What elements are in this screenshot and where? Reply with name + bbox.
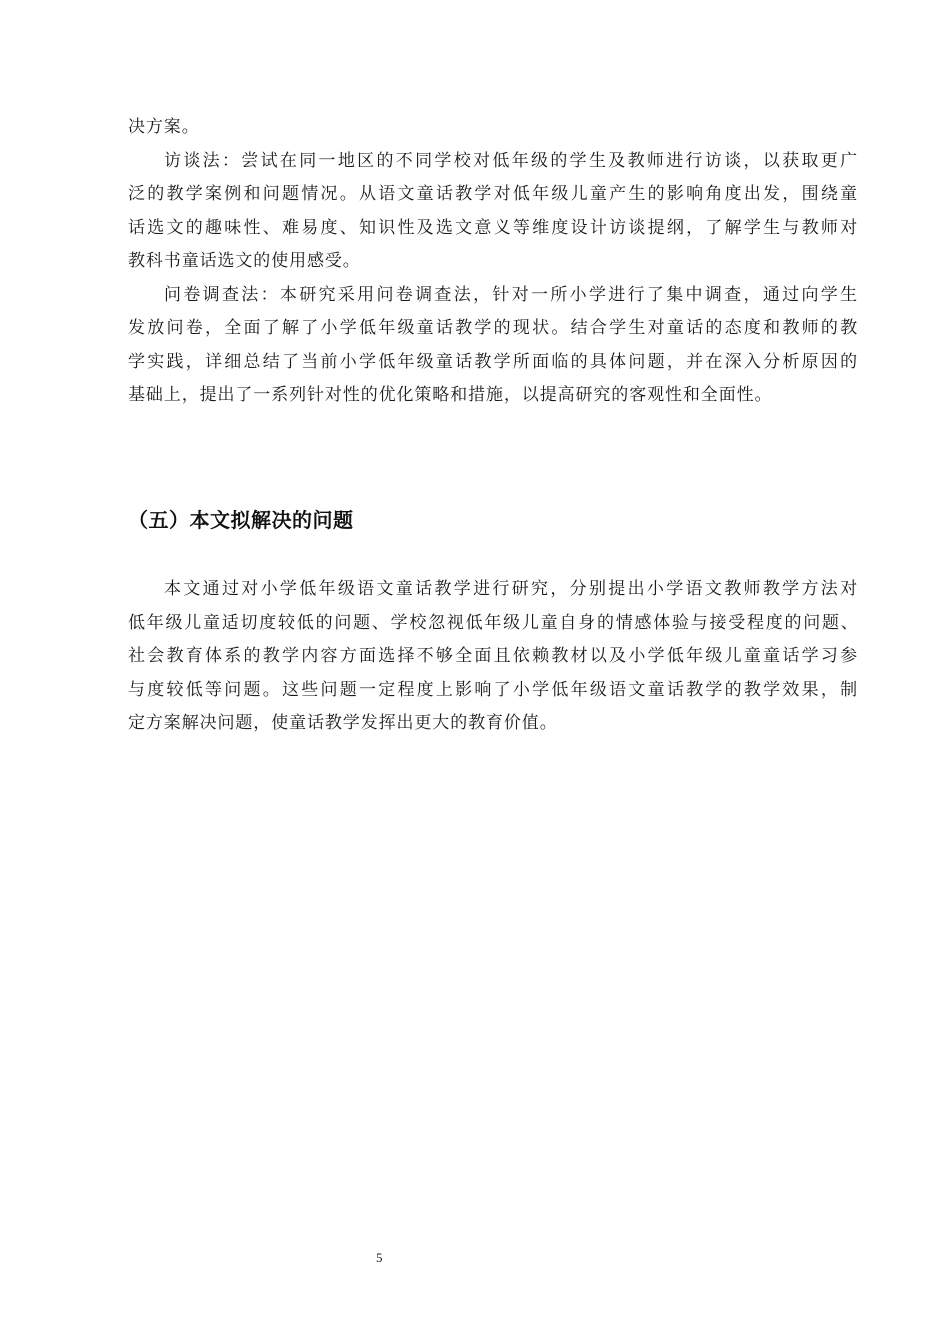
paragraph-line: 发放问卷，全面了解了小学低年级童话教学的现状。结合学生对童话的态度和教师的教 (128, 318, 858, 338)
section-body-text (128, 573, 858, 741)
paragraph-line: 问卷调查法：本研究采用问卷调查法，针对一所小学进行了集中调查，通过向学生 (164, 284, 858, 305)
paragraph-line: 社会教育体系的教学内容方面选择不够全面且依赖教材以及小学低年级儿童童话学习参 (128, 646, 858, 666)
section-heading: （五）本文拟解决的问题 (128, 508, 354, 532)
paragraph-line: 学实践，详细总结了当前小学低年级童话教学所面临的具体问题，并在深入分析原因的 (128, 351, 858, 372)
research-methods-text (128, 111, 858, 413)
paragraph-line: 与度较低等问题。这些问题一定程度上影响了小学低年级语文童话教学的教学效果，制 (128, 679, 858, 700)
paragraph-line: 本文通过对小学低年级语文童话教学进行研究，分别提出小学语文教师教学方法对 (164, 579, 858, 599)
paragraph-line: 决方案。 (128, 117, 200, 137)
page-number: 5 (376, 1250, 383, 1265)
paragraph-line: 访谈法：尝试在同一地区的不同学校对低年级的学生及教师进行访谈，以获取更广 (164, 150, 858, 171)
paragraph-line: 低年级儿童适切度较低的问题、学校忽视低年级儿童自身的情感体验与接受程度的问题、 (128, 612, 858, 633)
paragraph-line: 教科书童话选文的使用感受。 (128, 251, 361, 271)
paragraph-line: 话选文的趣味性、难易度、知识性及选文意义等维度设计访谈提纲，了解学生与教师对 (128, 217, 858, 238)
paragraph-line: 泛的教学案例和问题情况。从语文童话教学对低年级儿童产生的影响角度出发，围绕童 (128, 184, 858, 204)
paragraph-line: 基础上，提出了一系列针对性的优化策略和措施，以提高研究的客观性和全面性。 (128, 385, 773, 405)
paragraph-line: 定方案解决问题，使童话教学发挥出更大的教育价值。 (128, 713, 558, 733)
